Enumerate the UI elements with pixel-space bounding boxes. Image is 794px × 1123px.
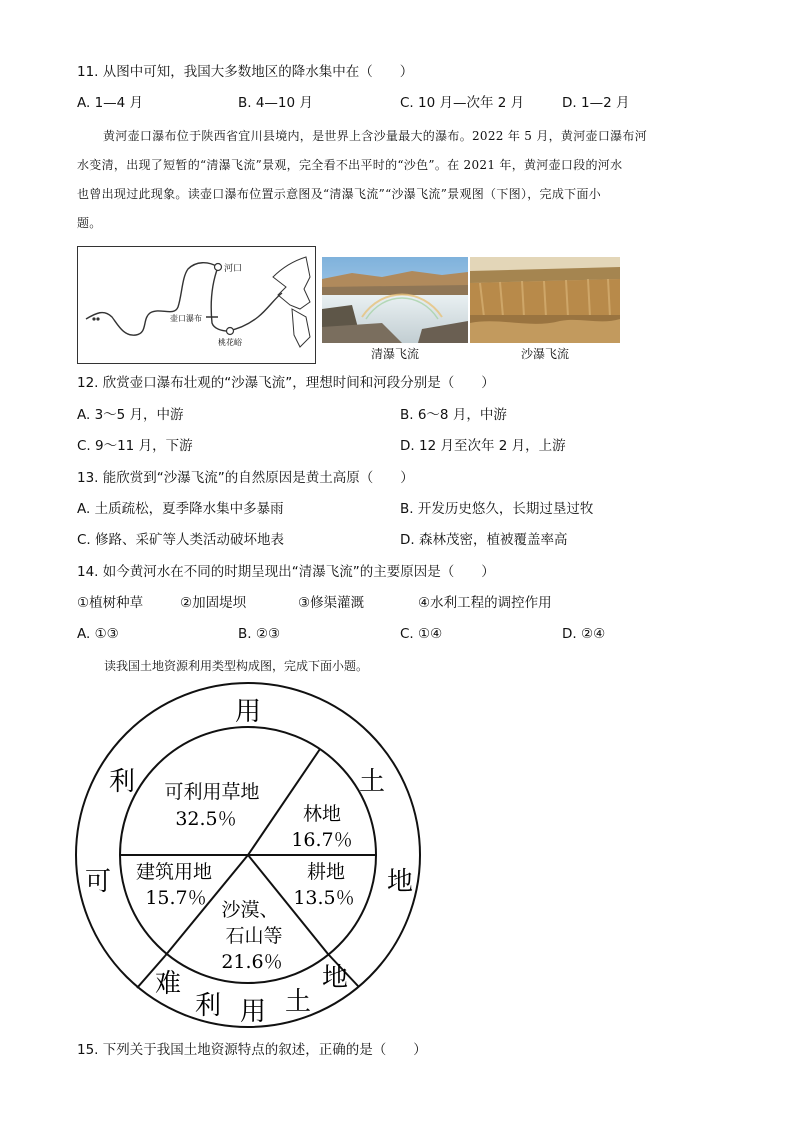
passage-line: 题。 xyxy=(77,216,102,230)
passage-line: 水变清，出现了短暂的“清瀑飞流”景观，完全看不出平时的“沙色”。在 2021 年，黄河壶口段的河水 xyxy=(77,158,623,172)
ring-char: 难 xyxy=(154,969,182,999)
hekou-marker xyxy=(215,264,222,271)
q11-stem: 11. 从图中可知，我国大多数地区的降水集中在（ ） xyxy=(77,64,414,80)
q12-option-a: A. 3～5 月，中游 xyxy=(77,407,184,423)
segment-construction-name: 建筑用地 xyxy=(135,861,213,883)
q12-option-d: D. 12 月至次年 2 月，上游 xyxy=(400,438,566,454)
q12-option-c: C. 9～11 月，下游 xyxy=(77,438,193,454)
segment-desert-percent: 21.6％ xyxy=(221,951,283,973)
passage-land-intro: 读我国土地资源利用类型构成图，完成下面小题。 xyxy=(104,659,369,673)
q13-option-a: A. 土质疏松，夏季降水集中多暴雨 xyxy=(77,501,284,517)
q13-option-c: C. 修路、采矿等人类活动破坏地表 xyxy=(77,532,285,548)
passage-line: 黄河壶口瀑布位于陕西省宜川县境内，是世界上含沙量最大的瀑布。2022 年 5 月，黄河壶口瀑布河 xyxy=(103,129,648,143)
ring-char: 地 xyxy=(321,963,349,993)
hekou-label: 河口 xyxy=(224,264,243,274)
passage-line: 也曾出现过此现象。读壶口瀑布位置示意图及“清瀑飞流”“沙瀑飞流”景观图（下图），完成下面小 xyxy=(77,187,602,201)
passage-hukou xyxy=(77,122,717,238)
segment-desert-name-2: 石山等 xyxy=(225,925,283,947)
q11-option-b: B. 4—10 月 xyxy=(238,95,313,111)
ring-char: 可 xyxy=(84,867,112,897)
caption-clear-waterfall: 清瀑飞流 xyxy=(370,347,419,361)
q14-stem: 14. 如今黄河水在不同的时期呈现出“清瀑飞流”的主要原因是（ ） xyxy=(77,564,495,580)
q11-option-a: A. 1—4 月 xyxy=(77,95,144,111)
segment-construction-percent: 15.7％ xyxy=(145,887,207,909)
photo-sand-waterfall xyxy=(470,257,620,343)
ring-char: 地 xyxy=(386,867,414,897)
q14-item-4: ④水利工程的调控作用 xyxy=(418,595,552,611)
hukou-location-map xyxy=(77,246,316,364)
segment-forest-percent: 16.7％ xyxy=(291,829,353,851)
q14-option-b: B. ②③ xyxy=(238,626,281,642)
yellow-river-map-svg xyxy=(78,247,315,363)
q12-stem: 12. 欣赏壶口瀑布壮观的“沙瀑飞流”，理想时间和河段分别是（ ） xyxy=(77,375,495,391)
ring-char: 用 xyxy=(239,997,267,1027)
ring-char: 利 xyxy=(108,767,136,797)
q13-stem: 13. 能欣赏到“沙瀑飞流”的自然原因是黄土高原（ ） xyxy=(77,470,414,486)
q13-option-b: B. 开发历史悠久，长期过垦过牧 xyxy=(400,501,594,517)
q14-item-3: ③修渠灌溉 xyxy=(298,595,365,611)
q14-item-2: ②加固堤坝 xyxy=(180,595,247,611)
q14-item-1: ①植树种草 xyxy=(77,595,144,611)
caption-sand-waterfall: 沙瀑飞流 xyxy=(520,347,569,361)
q14-option-c: C. ①④ xyxy=(400,626,443,642)
segment-farmland-name: 耕地 xyxy=(306,861,346,883)
ring-char: 利 xyxy=(194,991,222,1021)
land-use-chart xyxy=(70,680,430,1030)
segment-desert-name-1: 沙漠、 xyxy=(221,899,279,921)
q15-stem: 15. 下列关于我国土地资源特点的叙述，正确的是（ ） xyxy=(77,1042,427,1058)
q11-option-c: C. 10 月—次年 2 月 xyxy=(400,95,525,111)
ring-char: 土 xyxy=(284,987,312,1017)
q11-option-d: D. 1—2 月 xyxy=(562,95,630,111)
segment-grassland-percent: 32.5％ xyxy=(175,808,237,830)
segment-forest-name: 林地 xyxy=(302,803,342,825)
hukou-label: 壶口瀑布 xyxy=(170,314,202,323)
segment-grassland-name: 可利用草地 xyxy=(164,781,260,803)
q14-option-d: D. ②④ xyxy=(562,626,606,642)
ring-char: 用 xyxy=(234,697,262,727)
q12-option-b: B. 6～8 月，中游 xyxy=(400,407,507,423)
q14-option-a: A. ①③ xyxy=(77,626,119,642)
taohuayu-marker xyxy=(227,328,234,335)
ring-char: 土 xyxy=(358,767,386,797)
q13-option-d: D. 森林茂密，植被覆盖率高 xyxy=(400,532,568,548)
segment-farmland-percent: 13.5％ xyxy=(293,887,355,909)
taohuayu-label: 桃花峪 xyxy=(218,338,242,347)
photo-clear-waterfall xyxy=(322,257,468,343)
